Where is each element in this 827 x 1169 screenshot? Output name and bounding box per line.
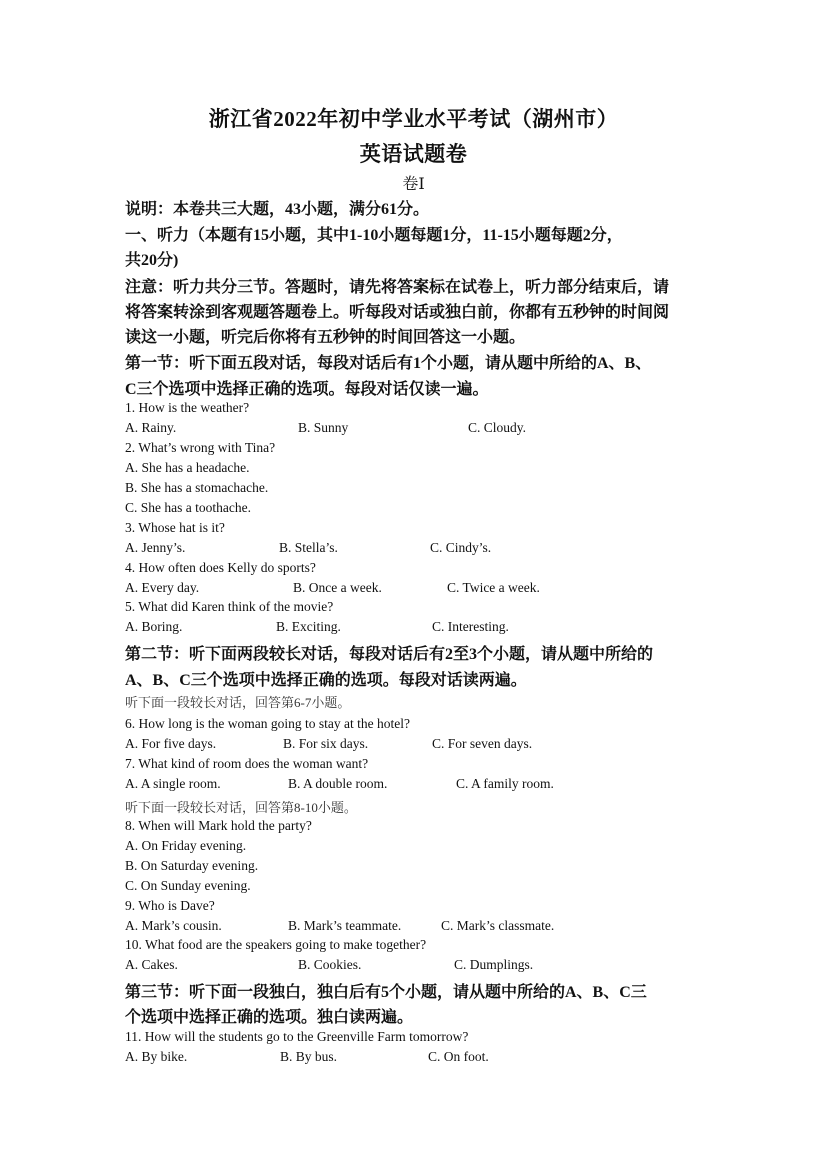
section2-heading: 第二节：听下面两段较长对话，每段对话后有2至3个小题，请从题中所给的: [125, 646, 654, 663]
option-b: B. Mark’s teammate.: [288, 918, 402, 933]
dialogue-note: 听下面一段较长对话，回答第8-10小题。: [125, 800, 357, 815]
question-stem: 11. How will the students go to the Greenville Farm tomorrow?: [125, 1029, 469, 1044]
question-stem: 7. What kind of room does the woman want?: [125, 756, 369, 771]
section1-heading: 第一节：听下面五段对话，每段对话后有1个小题，请从题中所给的A、B、: [125, 355, 652, 372]
option-c: C. Twice a week.: [447, 580, 540, 595]
volume-label: 卷Ⅰ: [402, 176, 425, 193]
option-b: B. A double room.: [288, 776, 388, 791]
option-a: A. She has a headache.: [125, 460, 250, 475]
option-a: A. By bike.: [125, 1049, 188, 1064]
question-stem: 3. Whose hat is it?: [125, 520, 225, 535]
option-a: A. On Friday evening.: [125, 838, 247, 853]
question-stem: 9. Who is Dave?: [125, 898, 215, 913]
option-a: A. Jenny’s.: [125, 540, 186, 555]
option-c: C. Cindy’s.: [430, 540, 492, 555]
option-c: C. Cloudy.: [468, 420, 527, 435]
option-a: A. Every day.: [125, 580, 200, 595]
option-a: A. Cakes.: [125, 957, 178, 972]
question-stem: 1. How is the weather?: [125, 400, 250, 415]
question-stem: 2. What’s wrong with Tina?: [125, 440, 276, 455]
part1-heading-cont: 共20分): [125, 252, 179, 269]
option-b: B. Cookies.: [298, 957, 362, 972]
section2-heading-cont: A、B、C三个选项中选择正确的选项。每段对话读两遍。: [125, 672, 527, 689]
option-c: C. On foot.: [428, 1049, 489, 1064]
option-a: A. A single room.: [125, 776, 221, 791]
question-stem: 6. How long is the woman going to stay at the hotel?: [125, 716, 410, 731]
part1-heading: 一、听力（本题有15小题，其中1-10小题每题1分，11-15小题每题2分，: [125, 227, 623, 244]
option-b: B. Stella’s.: [279, 540, 338, 555]
option-c: C. A family room.: [456, 776, 554, 791]
option-c: C. Interesting.: [432, 619, 509, 634]
option-a: A. Boring.: [125, 619, 183, 634]
dialogue-note: 听下面一段较长对话，回答第6-7小题。: [125, 695, 351, 710]
listening-note-cont: 将答案转涂到客观题答题卷上。听每段对话或独白前，你都有五秒钟的时间阅: [125, 304, 670, 321]
option-c: C. For seven days.: [432, 736, 533, 751]
question-stem: 4. How often does Kelly do sports?: [125, 560, 316, 575]
option-c: C. On Sunday evening.: [125, 878, 251, 893]
option-c: C. Mark’s classmate.: [441, 918, 555, 933]
option-c: C. Dumplings.: [454, 957, 534, 972]
option-b: B. She has a stomachache.: [125, 480, 269, 495]
option-a: A. Mark’s cousin.: [125, 918, 222, 933]
exam-subtitle: 英语试题卷: [359, 142, 468, 166]
option-b: B. Exciting.: [276, 619, 341, 634]
question-stem: 10. What food are the speakers going to make together?: [125, 937, 427, 952]
question-stem: 8. When will Mark hold the party?: [125, 818, 312, 833]
section3-heading-cont: 个选项中选择正确的选项。独白读两遍。: [125, 1009, 414, 1026]
instructions-explain: 说明：本卷共三大题，43小题，满分61分。: [125, 201, 430, 218]
question-stem: 5. What did Karen think of the movie?: [125, 599, 334, 614]
section3-heading: 第三节：听下面一段独白，独白后有5个小题，请从题中所给的A、B、C三: [125, 984, 647, 1001]
option-a: A. Rainy.: [125, 420, 177, 435]
section1-heading-cont: C三个选项中选择正确的选项。每段对话仅读一遍。: [125, 381, 489, 398]
listening-note-cont: 读这一小题，听完后你将有五秒钟的时间回答这一小题。: [125, 329, 526, 346]
exam-title: 浙江省2022年初中学业水平考试（湖州市）: [208, 107, 619, 131]
option-a: A. For five days.: [125, 736, 217, 751]
option-c: C. She has a toothache.: [125, 500, 251, 515]
option-b: B. Sunny: [298, 420, 349, 435]
listening-note: 注意：听力共分三节。答题时，请先将答案标在试卷上，听力部分结束后，请: [125, 279, 670, 296]
option-b: B. On Saturday evening.: [125, 858, 259, 873]
option-b: B. Once a week.: [293, 580, 382, 595]
option-b: B. By bus.: [280, 1049, 338, 1064]
option-b: B. For six days.: [283, 736, 369, 751]
